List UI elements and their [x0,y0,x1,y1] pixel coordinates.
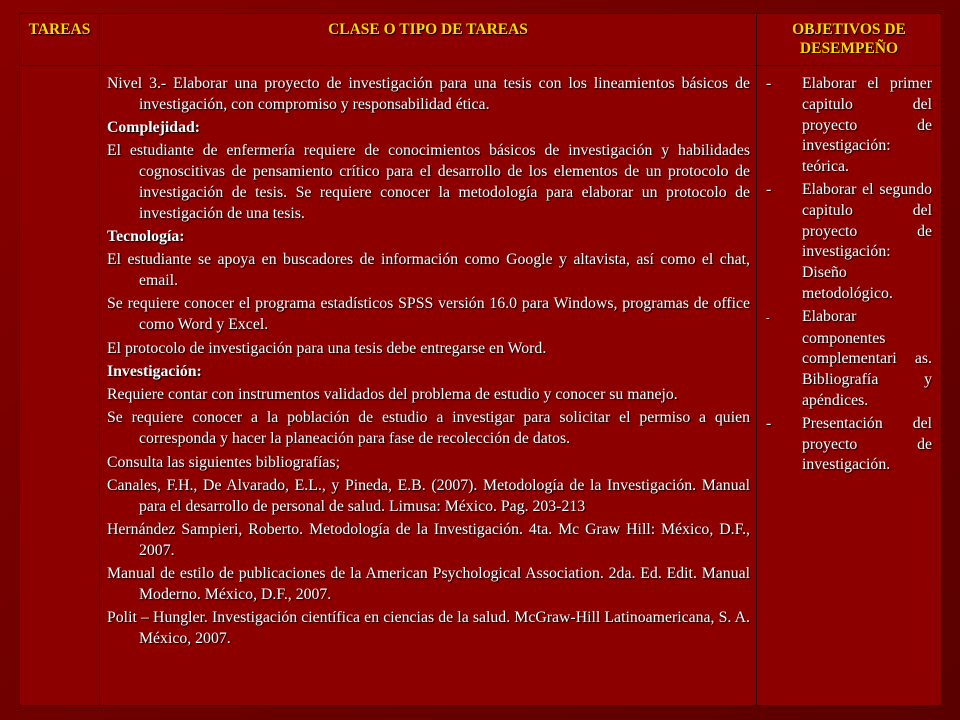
header-clase: CLASE O TIPO DE TAREAS [100,14,757,66]
paragraph: Complejidad: [107,119,201,137]
objetivos-cell [757,66,942,706]
objetivo-item [766,74,932,178]
header-objetivos: OBJETIVOS DE DESEMPEÑO [757,14,942,66]
dash-marker: - [766,311,770,324]
tareas-cell [20,66,100,706]
clase-text [100,66,756,650]
bibliography-entry: Canales, F.H., De Alvarado, E.L., y Pineda, E.B. (2007). Metodología de la Investigación. Manual para el desarrollo de personal de salud. Limusa: México. Pag. 203-213 [107,476,750,515]
bibliography-entry: Hernández Sampieri, Roberto. Metodología de la Investigación. 4ta. Mc Graw Hill: México, D.F., 2007. [107,520,750,559]
dash-marker: - [766,180,772,198]
header-tareas: TAREAS [20,14,100,66]
objetivo-item [766,180,932,305]
clase-cell [100,66,757,706]
objetivo-text: Elaborar componentes complementari as. Bibliografía y apéndices. [802,307,932,409]
paragraph: Consulta las siguientes bibliografías; [107,453,340,471]
paragraph: El estudiante se apoya en buscadores de información como Google y altavista, así como el chat, email. [107,251,750,290]
paragraph: El estudiante de enfermería requiere de conocimientos básicos de investigación y habilidades cognoscitivas de pensamiento crítico para el desarrollo de los elementos de un protocolo de investigación de tesis. Se requiere conocer la metodología para elaborar un protocolo de investigación de una tesis. [107,142,750,222]
paragraph: Investigación: [107,362,202,380]
paragraph: Nivel 3.- Elaborar una proyecto de investigación para una tesis con los lineamientos básicos de investigación, con compromiso y responsabilidad ética. [107,75,750,113]
paragraph: Se requiere conocer el programa estadísticos SPSS versión 16.0 para Windows, programas de office como Word y Excel. [107,295,750,334]
objetivo-text: Presentación del proyecto de investigación. [802,414,932,474]
objetivo-text: Elaborar el segundo capitulo del proyecto de investigación: Diseño metodológico. [802,180,932,302]
paragraph: Tecnología: [107,228,185,246]
objetivo-item [766,307,932,412]
objetivo-item [766,414,932,476]
bibliography-entry: Polit – Hungler. Investigación científica en ciencias de la salud. McGraw-Hill Latinoamericana, S. A. México, 2007. [107,609,750,647]
body-row [20,66,942,706]
paragraph: El protocolo de investigación para una tesis debe entregarse en Word. [107,339,547,357]
objetivo-text: Elaborar el primer capitulo del proyecto de investigación: teórica. [802,75,932,176]
paragraph: Se requiere conocer a la población de estudio a investigar para solicitar el permiso a quien corresponda y hacer la planeación para fase de recolección de datos. [107,409,750,448]
tasks-table [19,13,942,706]
dash-marker: - [766,75,772,92]
paragraph: Requiere contar con instrumentos validados del problema de estudio y conocer su manejo. [107,386,678,404]
objetivos-list [757,66,941,476]
bibliography-entry: Manual de estilo de publicaciones de la American Psychological Association. 2da. Ed. Edit. Manual Moderno. México, D.F., 2007. [107,565,750,603]
header-row [20,14,942,66]
dash-marker: - [766,414,772,432]
